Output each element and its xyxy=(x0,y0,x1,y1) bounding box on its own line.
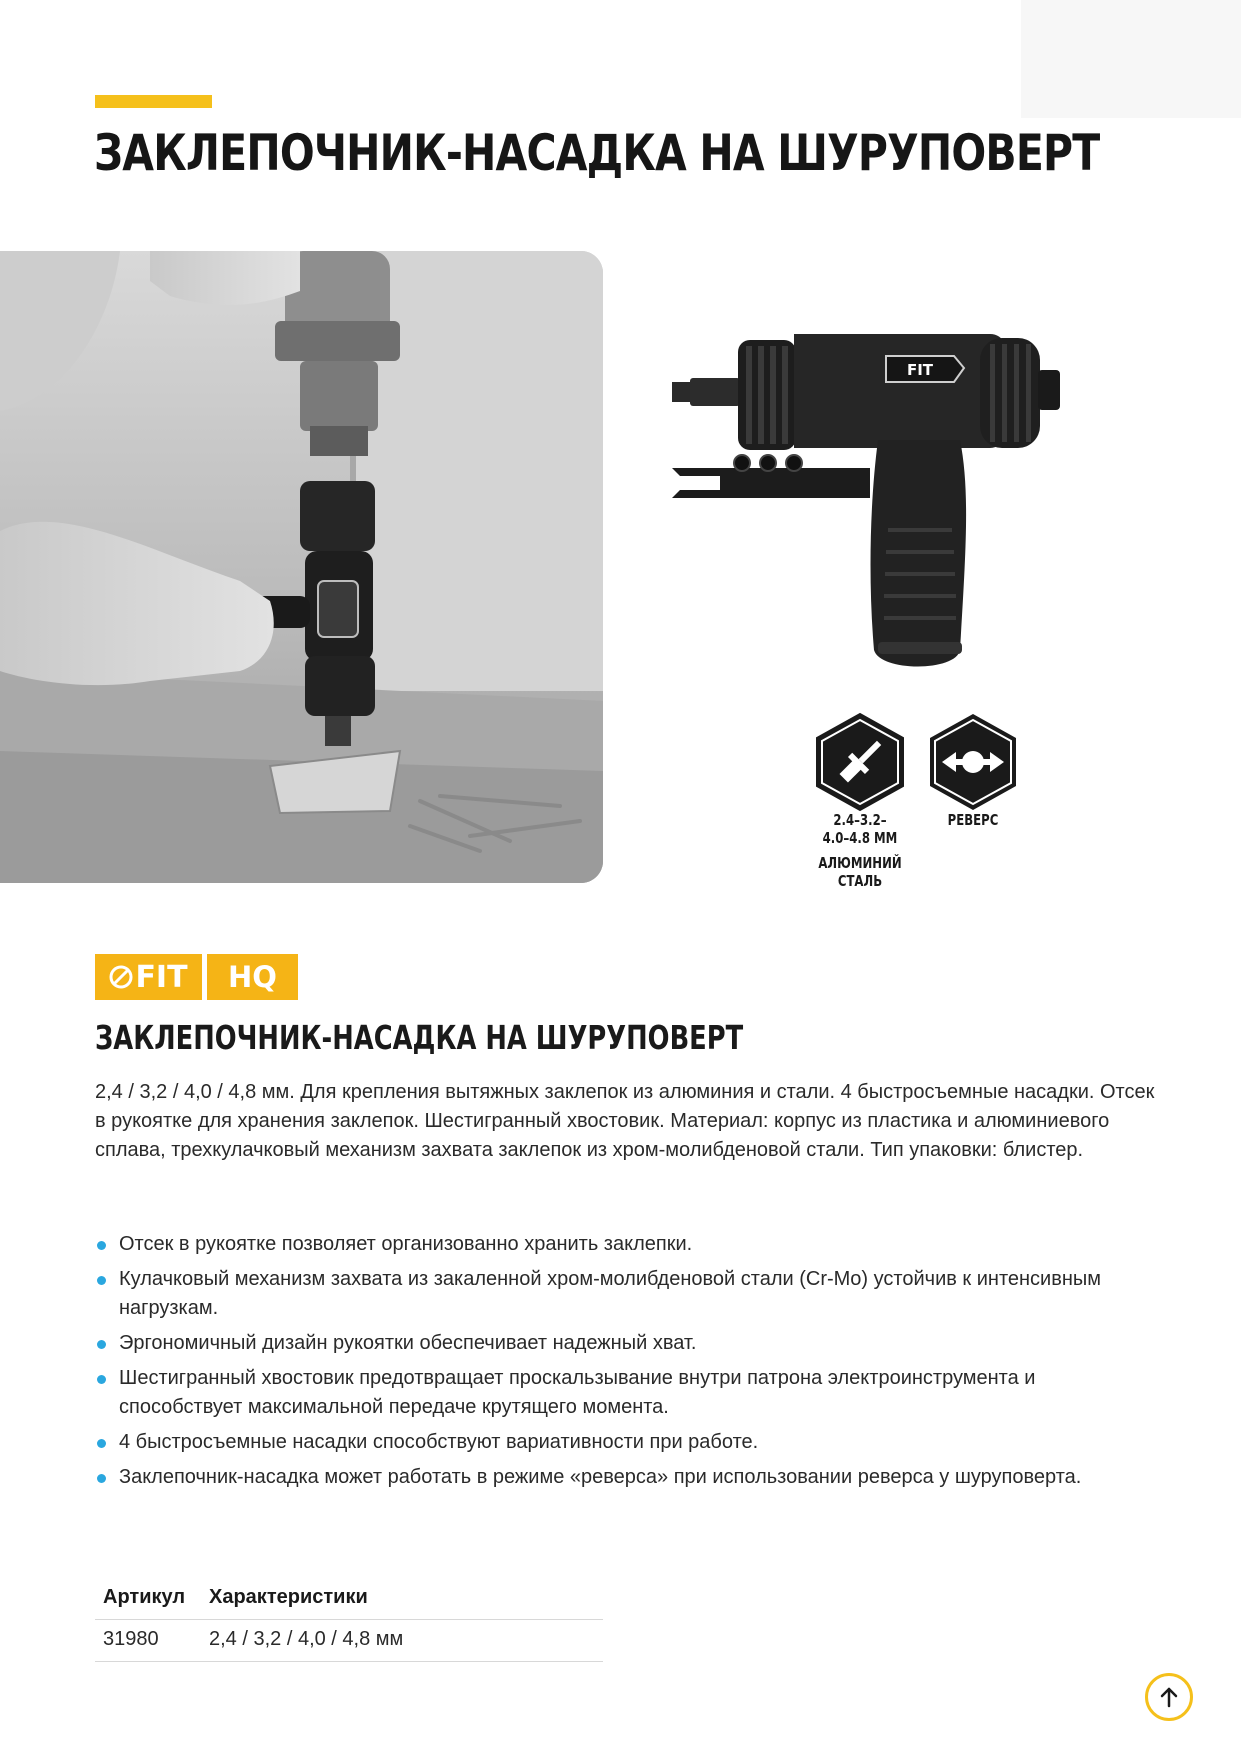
usage-photo xyxy=(0,251,603,883)
feature-reverse xyxy=(913,712,1033,830)
table-header-row xyxy=(95,1580,603,1620)
brand-badges xyxy=(95,954,298,1000)
list-item: Отсек в рукоятке позволяет организованно хранить заклепки. xyxy=(95,1230,1155,1259)
fit-logo-icon xyxy=(109,965,133,989)
product-image xyxy=(660,320,1140,700)
riveter-attachment-illustration xyxy=(660,320,1140,700)
product-description: 2,4 / 3,2 / 4,0 / 4,8 мм. Для крепления вытяжных заклепок из алюминия и стали. 4 быстросъемные насадки. Отсек в рукоятке для хранения заклепок. Шестигранный хвостовик. Материал: корпус из пластика и алюминиевого сплава, трехкулачковый механизм захвата заклепок из хром-молибденовой стали. Тип упаковки: блистер. xyxy=(95,1081,1155,1161)
spec-table xyxy=(95,1580,603,1662)
table-row xyxy=(95,1620,603,1662)
feature-rivet-caption-3: АЛЮМИНИЙ xyxy=(818,854,902,873)
cell-spec: 2,4 / 3,2 / 4,0 / 4,8 мм xyxy=(201,1620,603,1662)
feature-rivet-size xyxy=(800,712,920,891)
hq-badge: HQ xyxy=(207,954,298,1000)
list-item: Шестигранный хвостовик предотвращает проскальзывание внутри патрона электроинструмента и способствует максимальной передаче крутящего момента. xyxy=(95,1364,1155,1422)
usage-photo-illustration xyxy=(0,251,603,883)
feature-reverse-caption: РЕВЕРС xyxy=(947,811,999,829)
header-characteristics: Характеристики xyxy=(201,1580,603,1620)
cell-article: 31980 xyxy=(95,1620,201,1662)
feature-list xyxy=(95,1230,1155,1498)
scroll-to-top-button[interactable] xyxy=(1145,1673,1193,1721)
feature-rivet-caption-4: СТАЛЬ xyxy=(837,872,883,891)
list-item: Кулачковый механизм захвата из закаленной хром-молибденовой стали (Cr-Mo) устойчив к интенсивным нагрузкам. xyxy=(95,1265,1155,1323)
list-item: 4 быстросъемные насадки способствуют вариативности при работе. xyxy=(95,1428,1155,1457)
arrow-up-icon xyxy=(1158,1685,1180,1709)
feature-rivet-caption-2: 4.0–4.8 ММ xyxy=(822,828,898,847)
title-accent-bar xyxy=(95,95,212,108)
list-item: Эргономичный дизайн рукоятки обеспечивает надежный хват. xyxy=(95,1329,1155,1358)
page-title: ЗАКЛЕПОЧНИК-НАСАДКА НА ШУРУПОВЕРТ xyxy=(94,124,1100,182)
product-name: ЗАКЛЕПОЧНИК-НАСАДКА НА ШУРУПОВЕРТ xyxy=(95,1018,744,1057)
reverse-arrows-icon xyxy=(926,712,1020,812)
fit-badge-label: FIT xyxy=(135,959,188,995)
feature-rivet-caption-1: 2.4–3.2– xyxy=(833,811,887,829)
list-item: Заклепочник-насадка может работать в режиме «реверса» при использовании реверса у шуруповерта. xyxy=(95,1463,1155,1492)
header-article: Артикул xyxy=(95,1580,201,1620)
corner-shade xyxy=(1021,0,1241,118)
fit-badge xyxy=(95,954,202,1000)
product-logo-text: FIT xyxy=(906,361,934,379)
rivet-icon xyxy=(813,712,907,812)
